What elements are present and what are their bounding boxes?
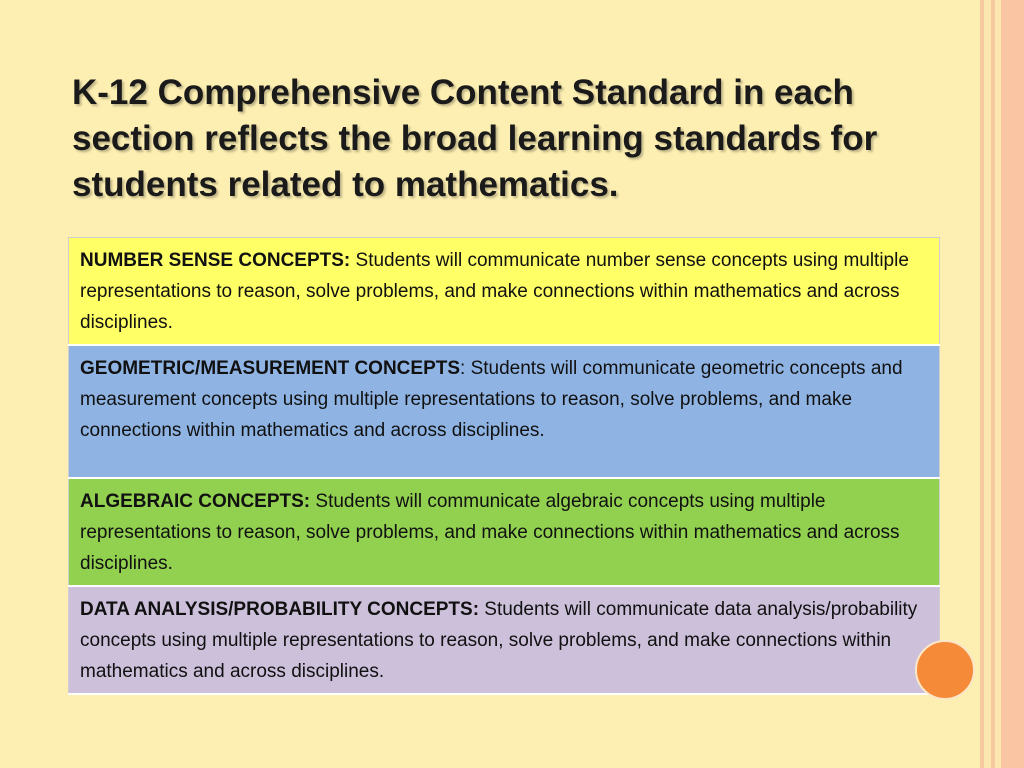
table-row-data-analysis-probability bbox=[69, 586, 940, 694]
standard-description: Students will communicate number sense concepts using multiple representations to reason, solve problems, and make connections within mathematics and across disciplines. bbox=[80, 250, 909, 333]
decorative-orange-circle bbox=[915, 640, 975, 700]
table-row-number-sense bbox=[69, 238, 940, 346]
table-cell-data-analysis-probability bbox=[69, 586, 940, 694]
table-cell-geometric-measurement bbox=[69, 345, 940, 478]
slide-title: K-12 Comprehensive Content Standard in each section reflects the broad learning standards for students related to mathematics. bbox=[72, 73, 878, 204]
standard-label: NUMBER SENSE CONCEPTS: bbox=[80, 250, 351, 271]
table-row-algebraic bbox=[69, 478, 940, 586]
border-stripe bbox=[1001, 0, 1024, 768]
standard-description: : Students will communicate geometric concepts and measurement concepts using multiple representations to reason, solve problems, and make connections within mathematics and across disciplines. bbox=[80, 358, 903, 441]
standard-description: Students will communicate algebraic concepts using multiple representations to reason, solve problems, and make connections within mathematics and across disciplines. bbox=[80, 491, 900, 574]
standard-label: GEOMETRIC/MEASUREMENT CONCEPTS bbox=[80, 358, 461, 379]
standard-label: ALGEBRAIC CONCEPTS: bbox=[80, 491, 311, 512]
standard-label: DATA ANALYSIS/PROBABILITY CONCEPTS: bbox=[80, 599, 480, 620]
table-cell-number-sense bbox=[69, 238, 940, 346]
border-stripe bbox=[984, 0, 991, 768]
table-cell-algebraic bbox=[69, 478, 940, 586]
decorative-right-border bbox=[980, 0, 1024, 768]
content-standards-table bbox=[68, 237, 940, 695]
table-row-geometric-measurement bbox=[69, 345, 940, 478]
standard-description: Students will communicate data analysis/probability concepts using multiple representations to reason, solve problems, and make connections within mathematics and across disciplines. bbox=[80, 599, 918, 682]
